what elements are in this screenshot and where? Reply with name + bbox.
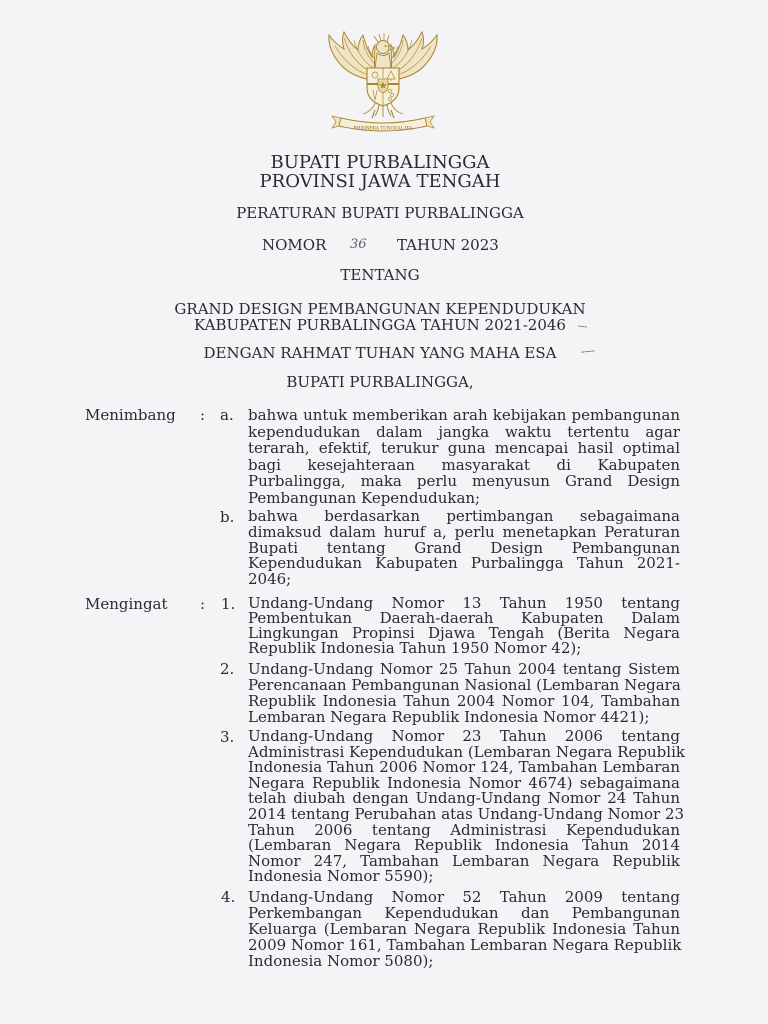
regulation-title-line-1: GRAND DESIGN PEMBANGUNAN KEPENDUDUKAN <box>174 300 586 318</box>
regulation-type: PERATURAN BUPATI PURBALINGGA <box>236 204 524 222</box>
text-line: Purbalingga, maka perlu menyusun Grand Design <box>248 472 680 491</box>
text-line: Undang-Undang Nomor 23 Tahun 2006 tentang <box>248 727 680 745</box>
text-line: 2046; <box>248 570 292 589</box>
text-line: bagi kesejahteraan masyarakat di Kabupaten <box>248 455 680 474</box>
text-line: Undang-Undang Nomor 25 Tahun 2004 tentang Sistem <box>248 660 680 678</box>
text-line: Bupati tentang Grand Design Pembangunan <box>248 538 680 557</box>
motto-text: BHINNEKA TUNGGAL IKA <box>353 126 413 132</box>
item-marker: 2. <box>220 660 235 678</box>
menimbang-item-a <box>248 407 680 507</box>
invocation: DENGAN RAHMAT TUHAN YANG MAHA ESA <box>203 344 557 362</box>
text-line: Keluarga (Lembaran Negara Republik Indonesia Tahun <box>248 920 680 938</box>
text-line: (Lembaran Negara Republik Indonesia Tahun 2014 <box>248 836 680 855</box>
mengingat-item-1 <box>248 596 680 656</box>
text-line: Tahun 2006 tentang Administrasi Kependudukan <box>248 820 680 839</box>
text-line: 2009 Nomor 161, Tambahan Lembaran Negara Republik <box>248 936 682 954</box>
text-line: telah diubah dengan Undang-Undang Nomor 24 Tahun <box>248 789 680 808</box>
text-line: Kependudukan Kabupaten Purbalingga Tahun 2021- <box>248 554 680 573</box>
pancasila-shield <box>367 68 399 106</box>
mengingat-label: Mengingat <box>85 595 168 613</box>
text-line: Undang-Undang Nomor 13 Tahun 1950 tentang <box>248 594 680 612</box>
text-line: Indonesia Tahun 2006 Nomor 124, Tambahan Lembaran <box>248 758 680 777</box>
text-line: Nomor 247, Tambahan Lembaran Negara Republik <box>248 851 680 870</box>
text-line: Republik Indonesia Tahun 2004 Nomor 104, Tambahan <box>248 692 680 710</box>
issuer-title: BUPATI PURBALINGGA <box>270 152 490 173</box>
text-line: bahwa untuk memberikan arah kebijakan pembangunan <box>248 406 680 424</box>
number-label: NOMOR <box>262 236 327 254</box>
text-line: Perkembangan Kependudukan dan Pembangunan <box>248 904 680 922</box>
text-line: kependudukan dalam jangka waktu tertentu agar <box>248 422 680 441</box>
menimbang-colon: : <box>200 406 206 424</box>
regulation-number-handwritten: 36 <box>350 237 367 252</box>
text-line: Lingkungan Propinsi Djawa Tengah (Berita Negara <box>248 624 680 642</box>
item-marker: 4. <box>221 888 236 906</box>
text-line: dimaksud dalam huruf a, perlu menetapkan Peraturan <box>248 522 680 541</box>
text-line: terarah, efektif, terukur guna mencapai hasil optimal <box>248 439 680 458</box>
mengingat-colon: : <box>200 595 206 613</box>
text-line: Administrasi Kependudukan (Lembaran Negara Republik <box>248 742 685 761</box>
garuda-pancasila-emblem <box>317 30 449 138</box>
item-marker: 3. <box>220 728 235 746</box>
text-line: 2014 tentang Perubahan atas Undang-Undang Nomor 23 <box>248 804 685 823</box>
year-label: TAHUN 2023 <box>397 236 499 254</box>
mengingat-item-2 <box>248 661 680 725</box>
about-label: TENTANG <box>340 266 420 284</box>
text-line: bahwa berdasarkan pertimbangan sebagaimana <box>248 507 680 525</box>
text-line: Undang-Undang Nomor 52 Tahun 2009 tentang <box>248 888 680 906</box>
text-line: Negara Republik Indonesia Nomor 4674) sebagaimana <box>248 773 680 792</box>
text-line: Perencanaan Pembangunan Nasional (Lembaran Negara <box>248 676 681 694</box>
regulation-title-line-2: KABUPATEN PURBALINGGA TAHUN 2021-2046 <box>194 316 566 334</box>
motto-banner <box>332 116 434 131</box>
mengingat-item-4 <box>248 889 680 969</box>
enactor: BUPATI PURBALINGGA, <box>286 373 474 391</box>
menimbang-item-b <box>248 509 680 588</box>
text-line: Pembentukan Daerah-daerah Kabupaten Dalam <box>248 609 680 627</box>
text-line: Indonesia Nomor 5590); <box>248 867 434 886</box>
item-marker: a. <box>220 406 234 424</box>
text-line: Republik Indonesia Tahun 1950 Nomor 42); <box>248 639 582 657</box>
menimbang-label: Menimbang <box>85 406 176 424</box>
item-marker: 1. <box>221 595 236 613</box>
province-title: PROVINSI JAWA TENGAH <box>259 171 501 192</box>
mengingat-item-3 <box>248 727 685 886</box>
text-line: Lembaran Negara Republik Indonesia Nomor 4421); <box>248 708 650 726</box>
text-line: Indonesia Nomor 5080); <box>248 952 434 970</box>
item-marker: b. <box>220 508 235 526</box>
text-line: Pembangunan Kependudukan; <box>248 488 481 507</box>
